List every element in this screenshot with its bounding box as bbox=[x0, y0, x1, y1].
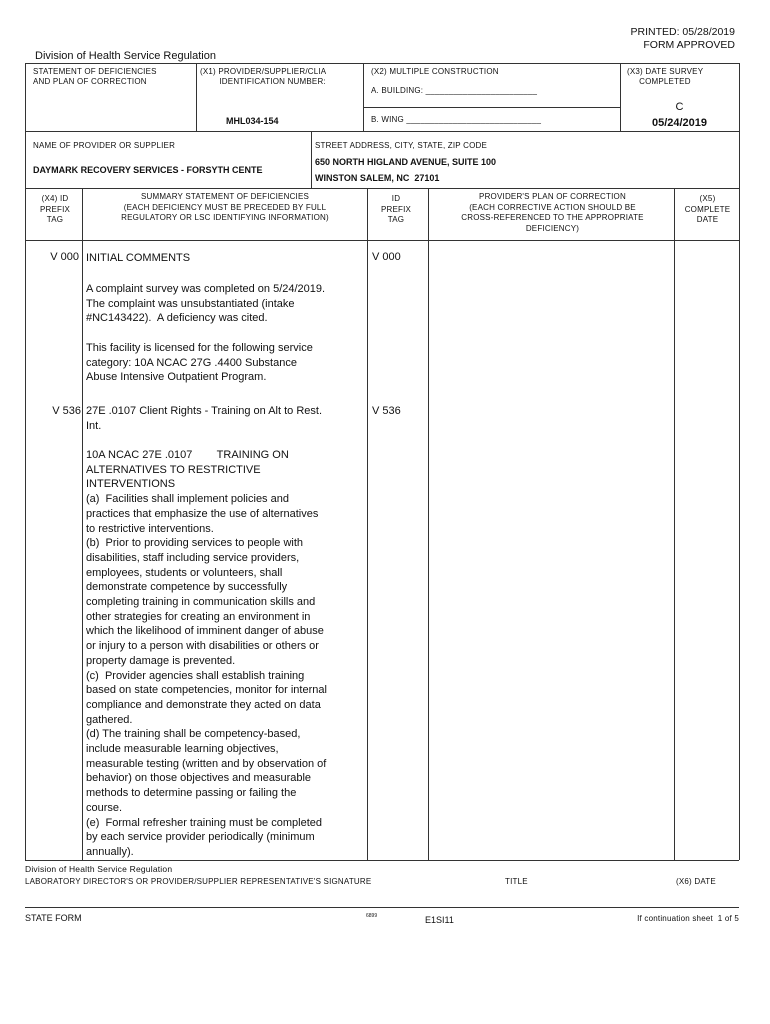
wing-label: B. WING _____________________________ bbox=[371, 115, 542, 124]
entry-tag: V 536 bbox=[52, 405, 81, 417]
entry-paragraph: 10A NCAC 27E .0107 TRAINING ON ALTERNATIVES TO RESTRICTIVE INTERVENTIONS (a) Facilities shall implement policies and practices that emphasize the use of alternatives to restrictive interventions. (b) Prior to providing services to people with disabilities, staff including service providers, employees, students or volunteers, shall demonstrate competence by successfully completing training in communication skills and other strategies for creating an environment in which the likelihood of imminent danger of abuse or injury to a person with disabilities or others or property damage is prevented. (c) Provider agencies shall establish training based on state competencies, monitor for internal compliance and demonstrate they acted on data gathered. (d) The training shall be competency-based, include measurable learning objectives, measurable testing (written and by observation of behavior) on those objectives and measurable methods to determine passing or failing the course. (e) Formal refresher training must be completed by each service provider periodically (minimum annually). bbox=[86, 449, 327, 858]
x3-label: (X3) DATE SURVEY COMPLETED bbox=[627, 67, 704, 86]
date-label: (X6) DATE bbox=[676, 877, 716, 886]
x1-value: MHL034-154 bbox=[226, 116, 279, 126]
x1-label: (X1) PROVIDER/SUPPLIER/CLIA IDENTIFICATION NUMBER: bbox=[200, 67, 327, 86]
address-label: STREET ADDRESS, CITY, STATE, ZIP CODE bbox=[315, 141, 488, 150]
title-label: TITLE bbox=[505, 877, 528, 886]
entry-id-tag: V 536 bbox=[372, 405, 401, 417]
continuation-label: If continuation sheet 1 of 5 bbox=[637, 914, 739, 923]
col-x4-header: (X4) ID PREFIX TAG bbox=[39, 194, 71, 224]
form-code: E1SI11 bbox=[425, 915, 454, 925]
entry-title: 27E .0107 Client Rights - Training on Alt to Rest. Int. bbox=[86, 405, 323, 432]
form-approved: FORM APPROVED bbox=[643, 39, 735, 51]
col-summary-header: SUMMARY STATEMENT OF DEFICIENCIES (EACH DEFICIENCY MUST BE PRECEDED BY FULL REGULATORY OR LSC IDENTIFYING INFORMATION) bbox=[121, 192, 329, 222]
entry-id-tag: V 000 bbox=[372, 251, 401, 263]
form-number: 6899 bbox=[366, 913, 378, 919]
printed-date: PRINTED: 05/28/2019 bbox=[630, 26, 735, 38]
footer-division: Division of Health Service Regulation bbox=[25, 864, 173, 874]
col-id-header: ID PREFIX TAG bbox=[380, 194, 412, 224]
division-title: Division of Health Service Regulation bbox=[35, 50, 216, 62]
address-line1: 650 NORTH HIGLAND AVENUE, SUITE 100 bbox=[315, 157, 497, 167]
x3-letter: C bbox=[675, 101, 684, 113]
address-line2: WINSTON SALEM, NC 27101 bbox=[315, 173, 440, 183]
provider-name-label: NAME OF PROVIDER OR SUPPLIER bbox=[33, 141, 176, 150]
x3-date: 05/24/2019 bbox=[651, 117, 708, 129]
col-plan-header: PROVIDER'S PLAN OF CORRECTION (EACH CORRECTIVE ACTION SHOULD BE CROSS-REFERENCED TO THE APPROPRIATE DEFICIENCY) bbox=[461, 192, 644, 233]
entry-tag: V 000 bbox=[50, 251, 79, 263]
entry-paragraph: A complaint survey was completed on 5/24/2019. The complaint was unsubstantiated (intake #NC143422). A deficiency was cited. bbox=[86, 283, 326, 325]
provider-name: DAYMARK RECOVERY SERVICES - FORSYTH CENTE bbox=[33, 165, 263, 175]
x2-label: (X2) MULTIPLE CONSTRUCTION bbox=[371, 67, 499, 76]
statement-label: STATEMENT OF DEFICIENCIES AND PLAN OF CORRECTION bbox=[33, 67, 157, 86]
building-label: A. BUILDING: ________________________ bbox=[371, 86, 538, 95]
col-x5-header: (X5) COMPLETE DATE bbox=[684, 194, 731, 224]
signature-label: LABORATORY DIRECTOR'S OR PROVIDER/SUPPLIER REPRESENTATIVE'S SIGNATURE bbox=[25, 877, 372, 886]
state-form-label: STATE FORM bbox=[25, 913, 82, 923]
entry-title: INITIAL COMMENTS bbox=[86, 252, 191, 264]
entry-paragraph: This facility is licensed for the following service category: 10A NCAC 27G .4400 Substance Abuse Intensive Outpatient Program. bbox=[86, 342, 313, 384]
